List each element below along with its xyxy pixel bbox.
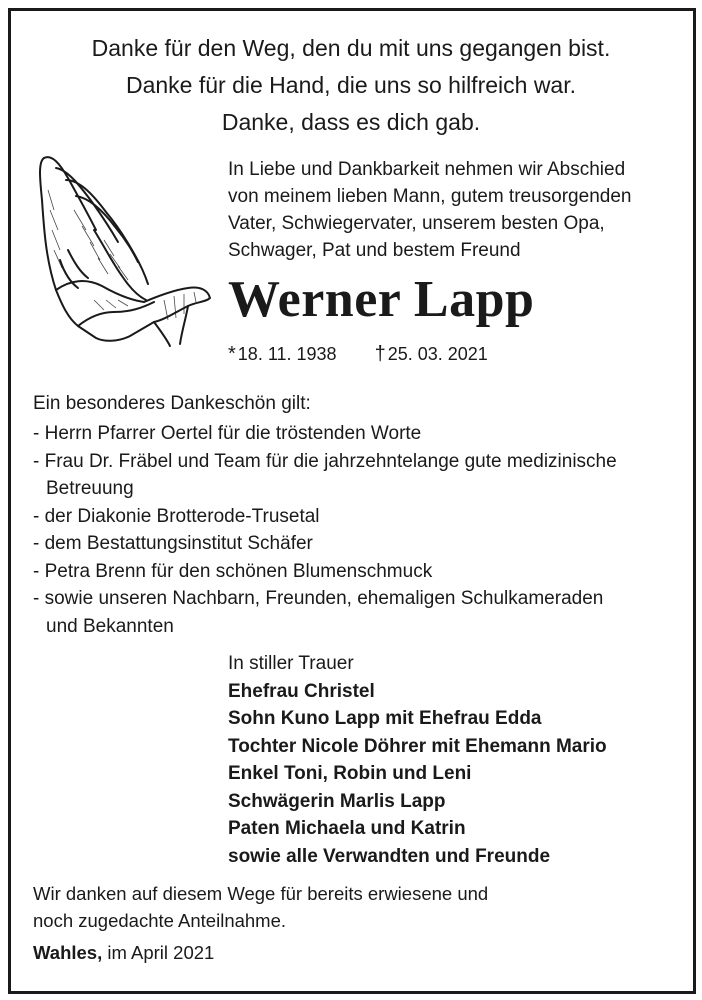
mourner-name: sowie alle Verwandten und Freunde (228, 845, 551, 867)
thanks-item: - Herrn Pfarrer Oertel für die tröstenden Worte (33, 423, 422, 444)
place-town: Wahles, (33, 942, 103, 963)
thanks-item: - sowie unseren Nachbarn, Freunden, ehemaligen Schulkameraden (33, 588, 604, 609)
birth-date: 18. 11. 1938 (237, 344, 337, 364)
closing-text (33, 880, 488, 934)
thanks-item: - dem Bestattungsinstitut Schäfer (33, 533, 313, 554)
intro-line: Schwager, Pat und bestem Freund (228, 240, 521, 261)
thanks-item-continuation: und Bekannten (46, 615, 174, 637)
death-date: 25. 03. 2021 (387, 344, 488, 364)
intro-line: von meinem lieben Mann, gutem treusorgenden (228, 186, 632, 207)
place-date (33, 942, 214, 964)
closing-line: noch zugedachte Anteilnahme. (33, 910, 287, 931)
mourner-name: Tochter Nicole Döhrer mit Ehemann Mario (228, 735, 607, 757)
thanks-item: - Frau Dr. Fräbel und Team für die jahrzehntelange gute medizinische (33, 450, 617, 472)
thanks-heading: Ein besonderes Dankeschön gilt: (33, 393, 311, 414)
intro-text (228, 156, 631, 264)
deceased-name: Werner Lapp (228, 271, 535, 328)
life-dates (228, 343, 488, 366)
poem-line: Danke, dass es dich gab. (221, 109, 481, 135)
place-date-text: im April 2021 (107, 942, 215, 963)
closing-line: Wir danken auf diesem Wege für bereits erwiesene und (33, 883, 489, 904)
intro-line: Vater, Schwiegervater, unserem besten Opa, (228, 213, 605, 234)
thanks-item: - Petra Brenn für den schönen Blumenschmuck (33, 560, 433, 582)
mourners (228, 650, 607, 870)
mourner-name: Enkel Toni, Robin und Leni (228, 763, 472, 784)
mourner-name: Ehefrau Christel (228, 680, 375, 702)
mourners-lead: In stiller Trauer (228, 653, 354, 674)
mourner-name: Sohn Kuno Lapp mit Ehefrau Edda (228, 708, 542, 729)
thanks-list (33, 420, 617, 640)
mourner-name: Paten Michaela und Katrin (228, 818, 466, 839)
thanks-item: - der Diakonie Brotterode-Trusetal (33, 505, 320, 527)
poem (0, 30, 702, 141)
thanks-item-continuation: Betreuung (46, 478, 134, 499)
praying-hands-icon (34, 150, 214, 350)
intro-line: In Liebe und Dankbarkeit nehmen wir Abschied (228, 159, 626, 180)
poem-line: Danke für die Hand, die uns so hilfreich war. (125, 72, 577, 98)
birth-symbol: * (228, 343, 236, 365)
mourner-name: Schwägerin Marlis Lapp (228, 790, 446, 812)
poem-line: Danke für den Weg, den du mit uns gegangen bist. (91, 35, 611, 61)
death-symbol: † (374, 343, 386, 365)
